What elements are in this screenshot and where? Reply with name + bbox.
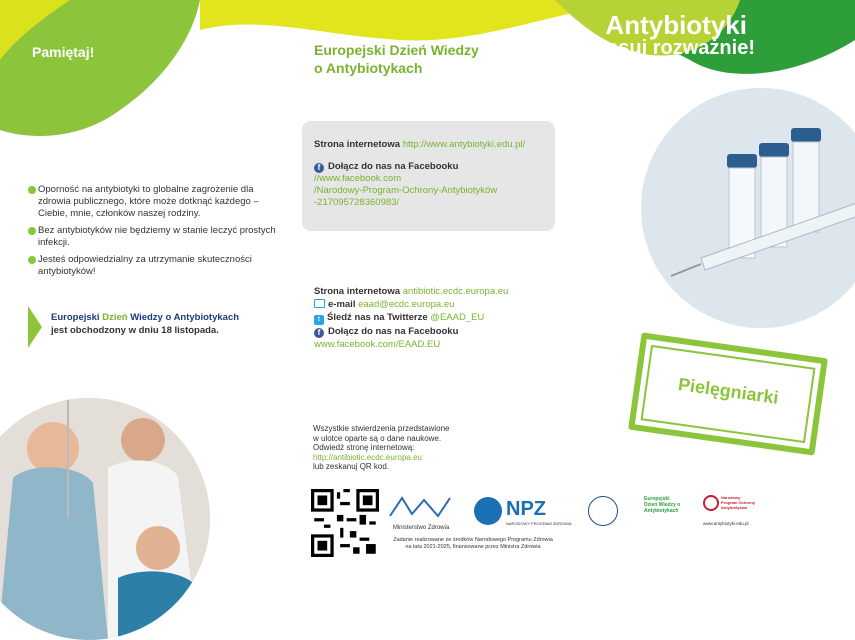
national-facebook-link[interactable] (314, 173, 554, 209)
facebook-url-part: -217095728360983/ (314, 197, 400, 208)
email-link[interactable]: eaad@ecdc.europa.eu (358, 299, 455, 310)
brand-title (588, 10, 755, 59)
ecdc-website-label: Strona internetowa (314, 286, 401, 297)
bullet-item: Jesteś odpowiedzialny za utrzymanie skuteczności antybiotyków! (28, 254, 283, 278)
facebook-icon: f (314, 163, 324, 173)
eaad-word-1: Europejski (51, 312, 100, 323)
eaad-word-2: Dzień (102, 312, 128, 323)
facebook-icon: f (314, 328, 324, 338)
arrow-icon (28, 306, 42, 348)
website-label: Strona internetowa (314, 139, 401, 150)
ecdc-facebook-link[interactable]: www.facebook.com/EAAD.EU (314, 339, 441, 350)
funding-line: na lata 2021-2025, finansowane przez Ministra Zdrowia (405, 544, 541, 550)
facebook-url-part: //www.facebook.com (314, 173, 402, 184)
bullet-list (28, 184, 283, 283)
ministry-logo (388, 494, 454, 532)
npoa-logo-url: www.antybiotyki.edu.pl (703, 521, 749, 526)
twitter-icon: t (314, 315, 324, 325)
npz-logo-icon (474, 497, 502, 525)
facebook-url-part: /Narodowy-Program-Ochrony-Antybiotyków (314, 185, 498, 196)
note-line: lub zeskanuj QR kod. (313, 462, 390, 471)
ecdc-contacts (314, 285, 554, 351)
npoa-logo (703, 495, 755, 529)
note-line: Odwiedź stronę internetową: (313, 443, 415, 452)
page-title-line1: Europejski Dzień Wiedzy (314, 42, 479, 58)
facebook-label: Dołącz do nas na Facebooku (328, 326, 459, 337)
eaad-date-callout (28, 306, 268, 348)
funding-note (383, 537, 563, 551)
bullet-item: Oporność na antybiotyki to globalne zagrożenie dla zdrowia publicznego, które może dotknąć każdego – Ciebie, mnie, członków naszej rodziny. (28, 184, 283, 220)
brand-line1: Antybiotyki (605, 10, 747, 40)
eaad-word-3: Wiedzy o Antybiotykach (130, 312, 240, 323)
ministry-logo-icon (388, 494, 454, 520)
national-info (314, 139, 554, 209)
scientific-note (313, 424, 473, 472)
npz-logo-subtext: NARODOWY PROGRAM ZDROWIA (506, 521, 572, 526)
emblem-logo-icon (588, 496, 618, 526)
qr-code[interactable] (311, 489, 379, 557)
email-icon (314, 299, 325, 308)
npz-logo (474, 497, 572, 529)
ecdc-website-link[interactable]: antibiotic.ecdc.europa.eu (402, 286, 509, 297)
email-label: e-mail (328, 299, 356, 310)
npoa-logo-text: Narodowy Program Ochrony Antybiotyków (721, 495, 756, 510)
npoa-logo-icon (703, 495, 719, 511)
page-title-line2: o Antybiotykach (314, 60, 423, 76)
stamp-label: Pielęgniarki (676, 374, 780, 408)
npz-logo-text: NPZ (506, 498, 546, 520)
bullet-item: Bez antybiotyków nie będziemy w stanie leczyć prostych infekcji. (28, 225, 283, 249)
note-link[interactable]: http://antibiotic.ecdc.europa.eu (313, 452, 422, 462)
page-title (314, 41, 479, 77)
eaad-date-text: jest obchodzony w dniu 18 listopada. (51, 325, 219, 336)
note-line: w ulotce oparte są o dane naukowe. (313, 433, 442, 443)
ministry-logo-text: Ministerstwo Zdrowia (392, 525, 450, 531)
eaad-logo: Europejski Dzień Wiedzy o Antybiotykach (644, 496, 681, 514)
brand-line2: stosuj rozważnie! (588, 37, 755, 59)
note-line: Wszystkie stwierdzenia przedstawione (313, 424, 450, 433)
twitter-link[interactable]: @EAAD_EU (430, 312, 485, 323)
facebook-label: Dołącz do nas na Facebooku (328, 161, 459, 172)
remember-heading: Pamiętaj! (32, 44, 95, 60)
national-website-link[interactable]: http://www.antybiotyki.edu.pl/ (402, 139, 526, 150)
funding-line: Zadanie realizowane ze środków Narodowego Programu Zdrowia (393, 537, 553, 543)
twitter-label: Śledź nas na Twitterze (327, 312, 428, 323)
